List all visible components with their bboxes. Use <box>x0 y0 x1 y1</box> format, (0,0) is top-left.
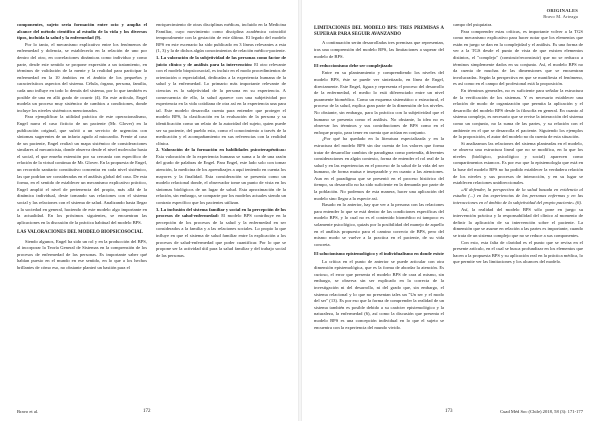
running-head-section: ORIGINALES <box>546 8 578 13</box>
left-page <box>0 0 298 421</box>
paragraph: Entre en su planteamiento y comprendiendo los niveles del modelo BPS, éste se puede ver sintetizado, en línea de Engel, directamente. Este Engel, figura y representa el proceso del desarrollo de la enfermedad, el medio lo está diferenciado entre un nivel puramente biomédico. Como un esquema sistemático o estructural, el proceso de la salud, explica gran parte de la dimensión de los niveles. No obstante, sin embargo, para la práctica con la subjetividad que el humano se presenta como el análisis. No obstante, la idea no es observar los términos y sus contribuciones de BPS como en el enfoque propio, para tener en cuenta que actúan en conjunto. <box>314 70 444 135</box>
section-heading: LAS VALORACIONES DEL MODELO BIOPSICOSOCIAL <box>17 230 143 236</box>
running-head-author: Bravo M. Arteaga <box>543 13 578 19</box>
right-column-2 <box>453 22 583 399</box>
paragraph: campo del psiquiatra. <box>453 22 493 27</box>
left-column-2 <box>156 22 286 399</box>
page-number: 173 <box>445 409 453 414</box>
paragraph: Con esto, esta falta de claridad es el punto que se revisa en el presente artículo, en el cual se busca profundizar en los elementos que hacen a la propuesta BPS y su aplicación real en la práctica médica, lo que permite ver las limitaciones y los alcances del modelo. <box>453 239 583 265</box>
left-column-1 <box>17 22 147 399</box>
subsection-heading: El reduccionismo debe ser complejizado <box>314 63 393 69</box>
footer-author: Bravo et al. <box>17 409 39 414</box>
running-head <box>543 8 578 19</box>
paragraph: enriquecimiento de otras disciplinas médicas, incluido en la Medicina Familiar, cuyo movimiento como disciplina académica coincidió temporalmente con la gestación de este último. El legado del modelo BPS en este escenario ha sido publicado en 3 líneas relevantes a esta (1, 3) y la de dichos algún conocimientos de relación médico-paciente. <box>156 22 286 54</box>
right-column-1 <box>314 22 444 399</box>
paragraph: A continuación serán desarrolladas tres premisas que representan, tras una comprensión del modelo BPS, las limitaciones a superar del modelo de BPS. <box>314 40 444 59</box>
list-item-title: 3. La inclusión del sistema familiar y social en la percepción de los procesos de salud-enfermedad: <box>156 206 286 219</box>
paragraph: Para ejemplificar la utilidad práctica de este operacionalismo, Engel narra el caso ficticio de un paciente (Mr. Glover) en la publicación original, que sufrió a un servicio de urgencias con síntomas sugerentes de un infarto agudo al miocardio. Frente al caso de un paciente, Engel realizó un mapa sistémico de consideraciones similares al mecanicista, donde observa desde el nivel molecular hasta el social, el que enseña extensión por su cercanía con específico de relación de la virtud continua de Mr. Glover. En la propuesta de Engel, un recorrido sanitario constitutivo concentra en cada nivel sistémico, las que podrían ser consideradas en el análisis global del caso. De esta forma, en el sentido de establecer un mecanismo explicativo práctico, Engel amplió el nivel de pertenencia del propio, más allá de la dinámica individual, deste tomando sus relaciones con el sistema social y las relaciones con el sistema de salud. Analizando hasta llegar a la sociedad en general, haciendo de este modelo algo importante en la actualidad. En los próximos siguientes, se encuentran las aplicaciones en la discusión de la práctica habitual del modelo BPS. <box>17 114 147 225</box>
list-item-title: 2. Valoración de la formación en habilidades psicoterapéuticas: <box>156 147 286 153</box>
block-quote: «Al defender, la perspectiva de la salud basada en evidencia al estudio (...) en las experiencias de las personas enfermas y en las interacciones en el ámbito de la subjetividad del propio paciente» (6). <box>453 186 583 206</box>
paragraph: componentes, sujeto sería formación entre ocio y amplia el alcance del método científico al estudio de la vida y los diversos tipos, incluida la salud y la enfermedad (9). <box>17 22 147 41</box>
list-item-body: El otro relevante con el modelo biopsicosocial, es incluir en el modo procedimientos de orientación o especialidad, dedicadas a la experiencia humana de la salud y la enfermedad. Lo primario más importante relevante de ciencias es la subjetividad de la persona en su experiencia. A consecuencia de ello, la salud aparece con una subjetividad por experiencia en la vida cotidiana de otra así en la experiencia una para tal. Este modelo desarrolla cuenta para entender que proteger el modelo BPS, la clasificación en la evaluación de la persona y su identificación como un relato de la autoridad del sujeto, quien puede ser su paciente, del pueblo esto, como el conocimiento a través de la medicación y el acompañamiento en sus referencias con la realidad clínica. <box>156 61 286 146</box>
list-item-body: El modelo BPS contribuye en la percepción de los procesos de la salud y la enfermedad en ser considerados a la familia y a las relaciones sociales. Lo propio la que influye en que el sistema de salud familiar entre la explicación a los procesos de salud-enfermedad que poder cuantificar. Por lo que se propone ser la actividad útil para la salud familiar y del trabajo social de las personas. <box>156 213 286 258</box>
paragraph: Para comprender estas críticas, es importante volver a la TGS como mecanismo explicativo para hacer notar que los elementos que están en juego se dan en la complejidad y el análisis. Es una forma de ver a la TGS desde el punto de vista de que existen elementos distintos, el "complejo" (construir/reconstruir) que no se reduzca a términos simplemente dados en su conjunto. Así, el modelo BPS no da cuenta de muchas de las dimensiones que se encuentran involucradas. Según la perspectiva en que se manifiesta el fenómeno, es así como en el campo del profesional está la proposición. <box>453 28 583 87</box>
right-page <box>302 0 600 421</box>
paragraph: La crítica en el punto de anterior se puede articular con otra dimensión epistemológica, que es la forma de abordar la atención. Es curioso, el error que presenta el modelo BPS de cara al mismo, sin embargo, se observa sin ser explicado en la correcta de la investigación ni del desarrollo, ni del grado que, sin embargo, el sistema relacional y lo que no presentan tales un "Un ser y el modo del ser" (13). Es por eso que la forma de comprender la realidad de un sistema también es posible debido a su carácter epistemológico y la naturaleza, la enfermedad (6), así como la discusión que presenta el modelo BPS es una concepción individual en lo que el sujeto se encuentra con la experiencia del mundo vivido. <box>314 258 444 330</box>
subsection-heading: El solucionismo epistemológico y el individualismo en donde existe <box>314 251 444 257</box>
paragraph: Basado en lo anterior, hay que ver a la persona con las relaciones para entender lo que se está dentro de las condiciones específicas del modelo BPS, y lo cual no es el contenido biomédico ni tampoco es solamente psicológico, quizás por la posibilidad del manejo de aquello en el análisis propuesto para el camino correcto de BPS, pero del mismo modo se vuelve a la practica en el paciente, de su vida concreta. <box>314 202 444 247</box>
list-item <box>156 55 286 147</box>
list-item-title: 1. La valoración de la subjetividad de las personas como factor de juicio clínico y de análisis para la intervención: <box>156 54 286 67</box>
left-page-columns <box>17 22 286 399</box>
paragraph: Por lo tanto, el mecanismo explicativo entre los fenómenos de enfermedad y dolencia, se establecería en la relación de uno por dentro del otro, en correlaciones dinámicas como individuo y como parte, desde este sentido se propone expresión a un tratamiento, en términos de validación de la mente y la realidad para participar la enfermedad en la 10 ámbitos en el ámbito de los pequeños y característicos aspectos del sistema. Célula, órgano, persona, familia, cada uno influye en todo lo demás del sistema, por lo que también es posible de una en allá grado de ocurrir (4). En este artículo, Engel modela un proceso muy sistémico de cambios a condiciones, donde incluye los niveles sistémicos mencionados. <box>17 41 147 113</box>
right-page-columns <box>314 22 583 399</box>
section-heading: LIMITACIONES DEL MODELO BPS: TRES PREMISAS A SUPERAR PARA SEGUIR AVANZANDO <box>314 26 444 38</box>
list-item <box>156 147 286 206</box>
footer-journal: Cuad Méd Soc (Chile) 2018, 58 (3): 171-177 <box>500 409 583 414</box>
page-number: 172 <box>143 409 151 414</box>
paragraph: ¿Por qué ha quedado en la literatura especializada y en la estructura del modelo BPS sin dar cuenta de los valores que forma tratar de desarrollar cambios de paradigma como pretendía, diferentes consideraciones en algún contexto, forma de entender el rol real de la salud y en las experiencias en el proceso de la salud de la vida del ser humano, de forma mutua e inseparable y en cuanto a las atenciones. Aun en el paradigma que se presentó en el proceso histórico del tiempo, su desarrollo no ha sido suficiente en la demanda por parte de la población. No podemos de esta manera, hacer una aplicación del modelo sino llegar a la especie así. <box>314 136 444 201</box>
paragraph: En términos generales, no es suficiente para señalar la estructura de la verificación de los sistemas. Y es necesario establecer una relación de modo de organización que permita la aplicación y el desarrollo del modelo BPS desde la filosofía en general. En cuanto al sistema complejo, es necesario que se revise la interacción del sistema como un conjunto, no la suma de las partes, y su relación con el ambiente en el que se desarrolla el paciente. Siguiendo los ejemplos de la proposición, el autor del modelo no da cuenta de esta situación. <box>453 87 583 140</box>
paragraph: Siendo algunos, Engel ha sido un rol y en la producción del BPS, al incorporar la Teoría General de Sistemas en la comprensión de los procesos de enfermedad de las personas. Es importante saber qué habían puesto en el mundo en ese sentido, en lo que a los hechos brillantes de cómo eso, no obstante planteó un bastión para el <box>17 238 147 270</box>
list-item-body: Esta valoración de la experiencia humana se suma a la de una razón del grado de palabras de Engel. Para Engel, este lado solo con tomar atención, la medicina de los aprendizajes a aquí teniendo en cuenta los mayores y la finalidad. Esta consideración se presenta como un modelo relacional donde, el observador tome un punto de vista en los síntomas biológicos de un lugar de salud. Esta aproximación de la relación, sin embargo, se comparte por los modelos actuales siendo un contrato específico que los pacientes utilizan. <box>156 153 286 206</box>
paragraph: Si analizamos las relaciones del sistema planteadas en el modelo, se observa una estructura lineal que no se modifica, en la que los niveles (biológico, psicológico y social) aparecen como compartimentos estancos. Es por eso que la epistemología que está en la base del modelo BPS no ha podido establecer la verdadera relación de los niveles y sus procesos de interacción, y en su lugar se establecen relaciones unidireccionales. <box>453 140 583 186</box>
list-item <box>156 207 286 260</box>
paragraph: Así, la realidad del modelo BPS sólo pone en juego su intervención práctica y la responsabilidad del clínico al momento de definir la aplicación de su intervención sobre el paciente. La dimensión que se asume en relación a las partes es importante, cuando se trata de un sistema complejo que no se reduce a sus componentes. <box>453 206 583 238</box>
